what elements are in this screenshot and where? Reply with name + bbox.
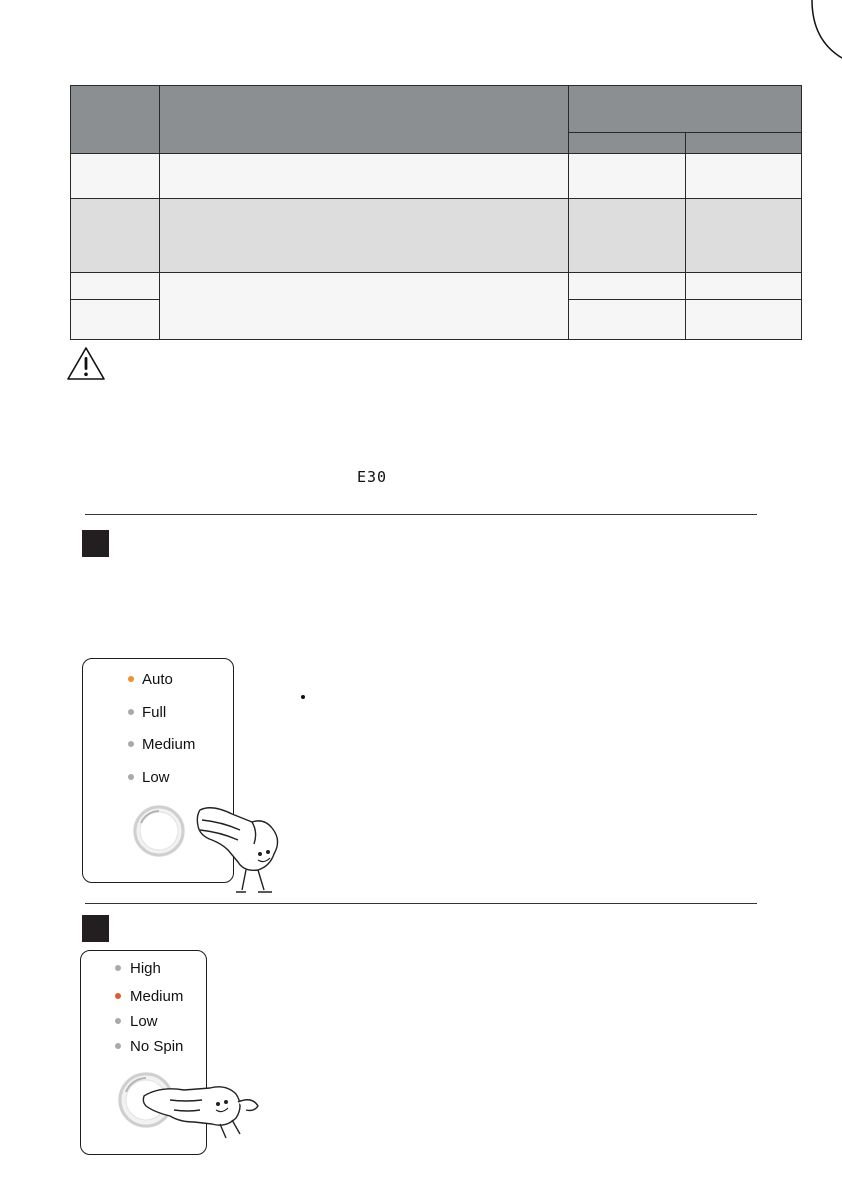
option-label[interactable]: No Spin	[130, 1038, 184, 1055]
section-divider	[85, 514, 757, 515]
option-label[interactable]: Low	[130, 1013, 158, 1030]
indicator-dot	[128, 709, 134, 715]
table-subheader-cell	[685, 132, 802, 154]
table-cell	[159, 153, 569, 199]
option-label[interactable]: Full	[142, 704, 167, 721]
table-header-cell	[159, 85, 569, 154]
indicator-dot	[115, 965, 121, 971]
option-label[interactable]: Low	[142, 769, 170, 786]
bullet-point	[301, 695, 305, 699]
section-divider	[85, 903, 757, 904]
indicator-dot	[128, 676, 134, 682]
table-cell	[568, 198, 686, 273]
table-cell	[568, 299, 686, 340]
table-header-cell	[568, 85, 802, 133]
table-subheader-cell	[568, 132, 686, 154]
option-label[interactable]: Auto	[142, 671, 173, 688]
hand-mascot-illustration	[192, 800, 288, 898]
option-label[interactable]: Medium	[130, 988, 184, 1005]
option-label[interactable]: High	[130, 960, 161, 977]
indicator-dot	[128, 774, 134, 780]
table-cell	[568, 272, 686, 300]
table-cell	[159, 198, 569, 273]
table-cell	[70, 272, 160, 300]
table-cell	[685, 272, 802, 300]
error-code-label: E30	[357, 468, 388, 486]
table-cell	[685, 198, 802, 273]
table-header-cell	[70, 85, 160, 154]
step-marker	[82, 915, 109, 942]
hand-mascot-illustration	[140, 1072, 268, 1142]
step-marker	[82, 530, 109, 557]
indicator-dot	[115, 1018, 121, 1024]
warning-icon	[66, 346, 106, 382]
table-cell	[159, 272, 569, 340]
page-corner-curve	[0, 0, 842, 60]
indicator-dot	[115, 1043, 121, 1049]
water-level-button[interactable]	[129, 801, 189, 861]
table-cell	[70, 198, 160, 273]
indicator-dot	[128, 741, 134, 747]
table-cell	[685, 153, 802, 199]
table-cell	[685, 299, 802, 340]
spec-table	[70, 85, 802, 340]
table-cell	[70, 153, 160, 199]
indicator-dot	[115, 993, 121, 999]
table-cell	[70, 299, 160, 340]
option-label[interactable]: Medium	[142, 736, 196, 753]
table-cell	[568, 153, 686, 199]
